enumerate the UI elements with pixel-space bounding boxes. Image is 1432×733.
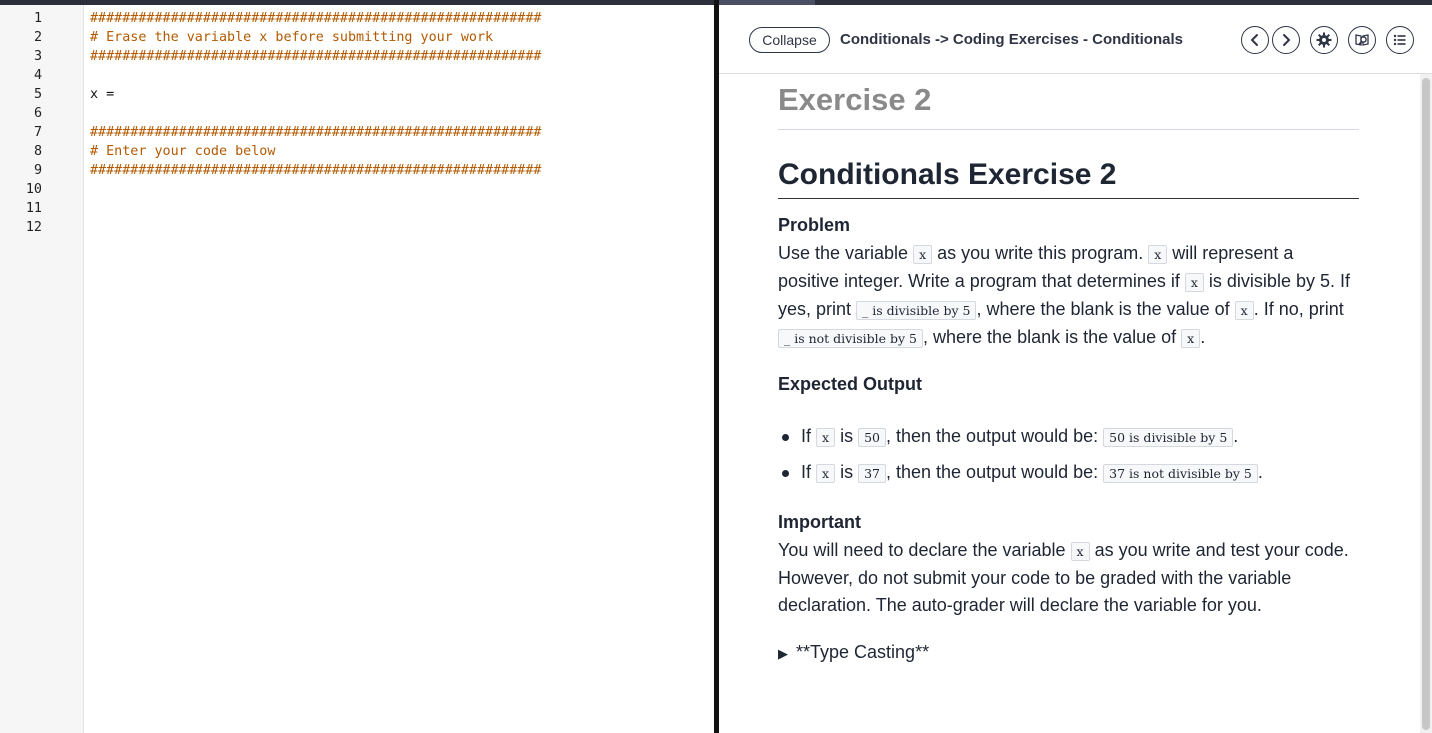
line-number: 2 [33,30,42,45]
guide-header [719,5,1432,74]
inline-code: 50 is divisible by 5 [1103,428,1233,447]
code-editor[interactable] [0,0,714,733]
code-line[interactable] [90,104,541,123]
inline-code: x [1071,542,1090,561]
disclosure-triangle-icon: ▶ [778,646,788,661]
details-summary: **Type Casting** [796,642,930,662]
inline-code: 37 [858,464,886,483]
title-divider [778,198,1359,199]
expected-output-label: Expected Output [778,374,923,394]
inline-code: x [1185,273,1204,292]
problem-label: Problem [778,215,851,235]
inline-code: x [1181,329,1200,348]
type-casting-toggle[interactable] [778,642,929,663]
code-line[interactable]: x = [90,87,123,102]
line-numbers [0,9,42,237]
scrollbar-thumb[interactable] [1422,78,1430,730]
code-area[interactable] [90,9,541,237]
inline-code: x [913,245,932,264]
line-number: 7 [33,125,42,140]
chevron-right-icon[interactable] [1272,26,1300,54]
code-line[interactable]: ######################################################## [90,163,542,178]
line-number: 12 [25,220,42,235]
code-line[interactable] [90,66,541,85]
exercise-heading: Exercise 2 [778,82,932,117]
heading-divider [778,129,1359,130]
code-line[interactable]: # Erase the variable x before submitting your work [90,30,494,45]
inline-code: x [816,428,835,447]
line-number: 5 [33,87,42,102]
line-number: 4 [33,68,42,83]
code-line[interactable]: # Enter your code below [90,144,276,159]
line-number: 8 [33,144,42,159]
code-line[interactable] [90,218,541,237]
line-number: 10 [25,182,42,197]
breadcrumb: Conditionals -> Coding Exercises - Conditionals [840,31,1183,48]
inline-code: _ is not divisible by 5 [778,329,923,348]
line-number: 6 [33,106,42,121]
gear-icon[interactable] [1310,26,1338,54]
code-line[interactable] [90,180,541,199]
list-item: If x is 50 , then the output would be: 50 is divisible by 5 . [778,422,1263,458]
examples-list [778,422,1263,494]
collapse-button[interactable]: Collapse [749,27,830,53]
inline-code: _ is divisible by 5 [856,301,976,320]
chevron-left-icon[interactable] [1241,26,1269,54]
editor-top-bar [0,0,714,5]
inline-code: 50 [858,428,886,447]
search-book-icon[interactable] [1348,26,1376,54]
line-number: 11 [25,201,42,216]
important-text: You will need to declare the variable x as you write and test your code. However, do not submit your code to be graded with the variable declaration. The auto-grader will declare the variable for you. [778,540,1349,615]
line-number: 3 [33,49,42,64]
problem-text: Use the variable x as you write this program. x will represent a positive integer. Write a program that determines if x is divisible by 5. If yes, print _ is divisible by 5 , where the blank is the value of x . If no, print _ is not divisible by 5 , where the blank is the value of x . [778,243,1350,347]
list-item: If x is 37 , then the output would be: 37 is not divisible by 5 . [778,458,1263,494]
list-icon[interactable] [1386,26,1414,54]
important-label: Important [778,512,861,532]
inline-code: 37 is not divisible by 5 [1103,464,1258,483]
inline-code: x [1235,301,1254,320]
inline-code: x [1148,245,1167,264]
inline-code: x [816,464,835,483]
line-number: 9 [33,163,42,178]
code-line[interactable] [90,199,541,218]
code-line[interactable]: ######################################################## [90,125,542,140]
code-line[interactable]: ######################################################## [90,11,542,26]
page-title: Conditionals Exercise 2 [778,158,1117,191]
code-line[interactable]: ######################################################## [90,49,542,64]
instructions-pane [719,0,1432,733]
line-number: 1 [33,11,42,26]
